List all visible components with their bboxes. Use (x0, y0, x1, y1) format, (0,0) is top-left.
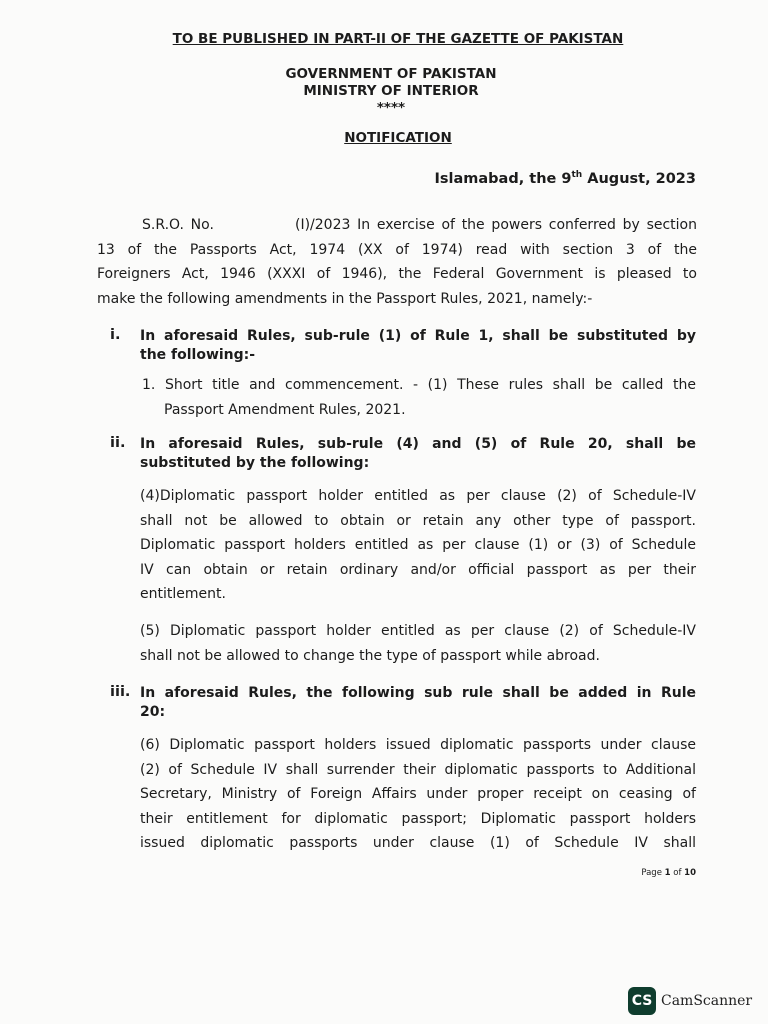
government-title: GOVERNMENT OF PAKISTAN (285, 66, 497, 82)
gazette-heading: TO BE PUBLISHED IN PART-II OF THE GAZETTE OF PAKISTAN (172, 31, 624, 47)
intro-line: S.R.O. No. (I)/2023 In exercise of the powers conferred by section (142, 217, 697, 233)
notification-title: NOTIFICATION (344, 130, 452, 146)
separator-stars: **** (376, 100, 406, 116)
item-number: i. (110, 327, 121, 343)
page-number: Page 1 of 10 (641, 868, 696, 878)
item-body: (5) Diplomatic passport holder entitled as per clause (2) of Schedule-IV shall not be allowed to change the type of passport while abroad. (140, 623, 696, 664)
item-body: (4)Diplomatic passport holder entitled as per clause (2) of Schedule-IV shall not be allowed to obtain or retain any other type of passport. Diplomatic passport holders entitled as per clause (1) or (3) of Schedule IV can obtain or retain ordinary and/or official passport as per their entitlement. (140, 488, 696, 602)
date-suffix: August, 2023 (582, 170, 696, 187)
item-heading: In aforesaid Rules, sub-rule (1) of Rule 1, shall be substituted by the following:- (140, 328, 696, 363)
intro-line: 13 of the Passports Act, 1974 (XX of 1974) read with section 3 of the (97, 241, 697, 258)
camscanner-logo-icon: CS (628, 987, 656, 1015)
intro-line: make the following amendments in the Passport Rules, 2021, namely:- (97, 290, 593, 307)
date-prefix: Islamabad, the 9 (434, 170, 572, 187)
item-body: 1. Short title and commencement. - (1) These rules shall be called the Passport Amendment Rules, 2021. (142, 377, 696, 418)
date-ordinal: th (571, 170, 583, 180)
item-body: (6) Diplomatic passport holders issued diplomatic passports under clause (2) of Schedule IV shall surrender their diplomatic passports to Additional Secretary, Ministry of Foreign Affairs under proper receipt on ceasing of their entitlement for diplomatic passport; Diplomatic passport holders issued diplomatic passports under clause (1) of Schedule IV shall (140, 737, 696, 851)
item-heading: In aforesaid Rules, sub-rule (4) and (5) of Rule 20, shall be substituted by the following: (140, 436, 696, 471)
issuing-authority (0, 66, 768, 117)
intro-paragraph (97, 213, 697, 311)
item-number: ii. (110, 435, 126, 451)
intro-line: Foreigners Act, 1946 (XXXI of 1946), the Federal Government is pleased to (97, 266, 697, 282)
camscanner-watermark (628, 987, 768, 1017)
camscanner-label: CamScanner (661, 993, 753, 1009)
item-heading: In aforesaid Rules, the following sub rule shall be added in Rule 20: (140, 685, 696, 720)
item-number: iii. (110, 684, 131, 700)
ministry-title: MINISTRY OF INTERIOR (303, 83, 479, 99)
notification-date (435, 170, 697, 187)
